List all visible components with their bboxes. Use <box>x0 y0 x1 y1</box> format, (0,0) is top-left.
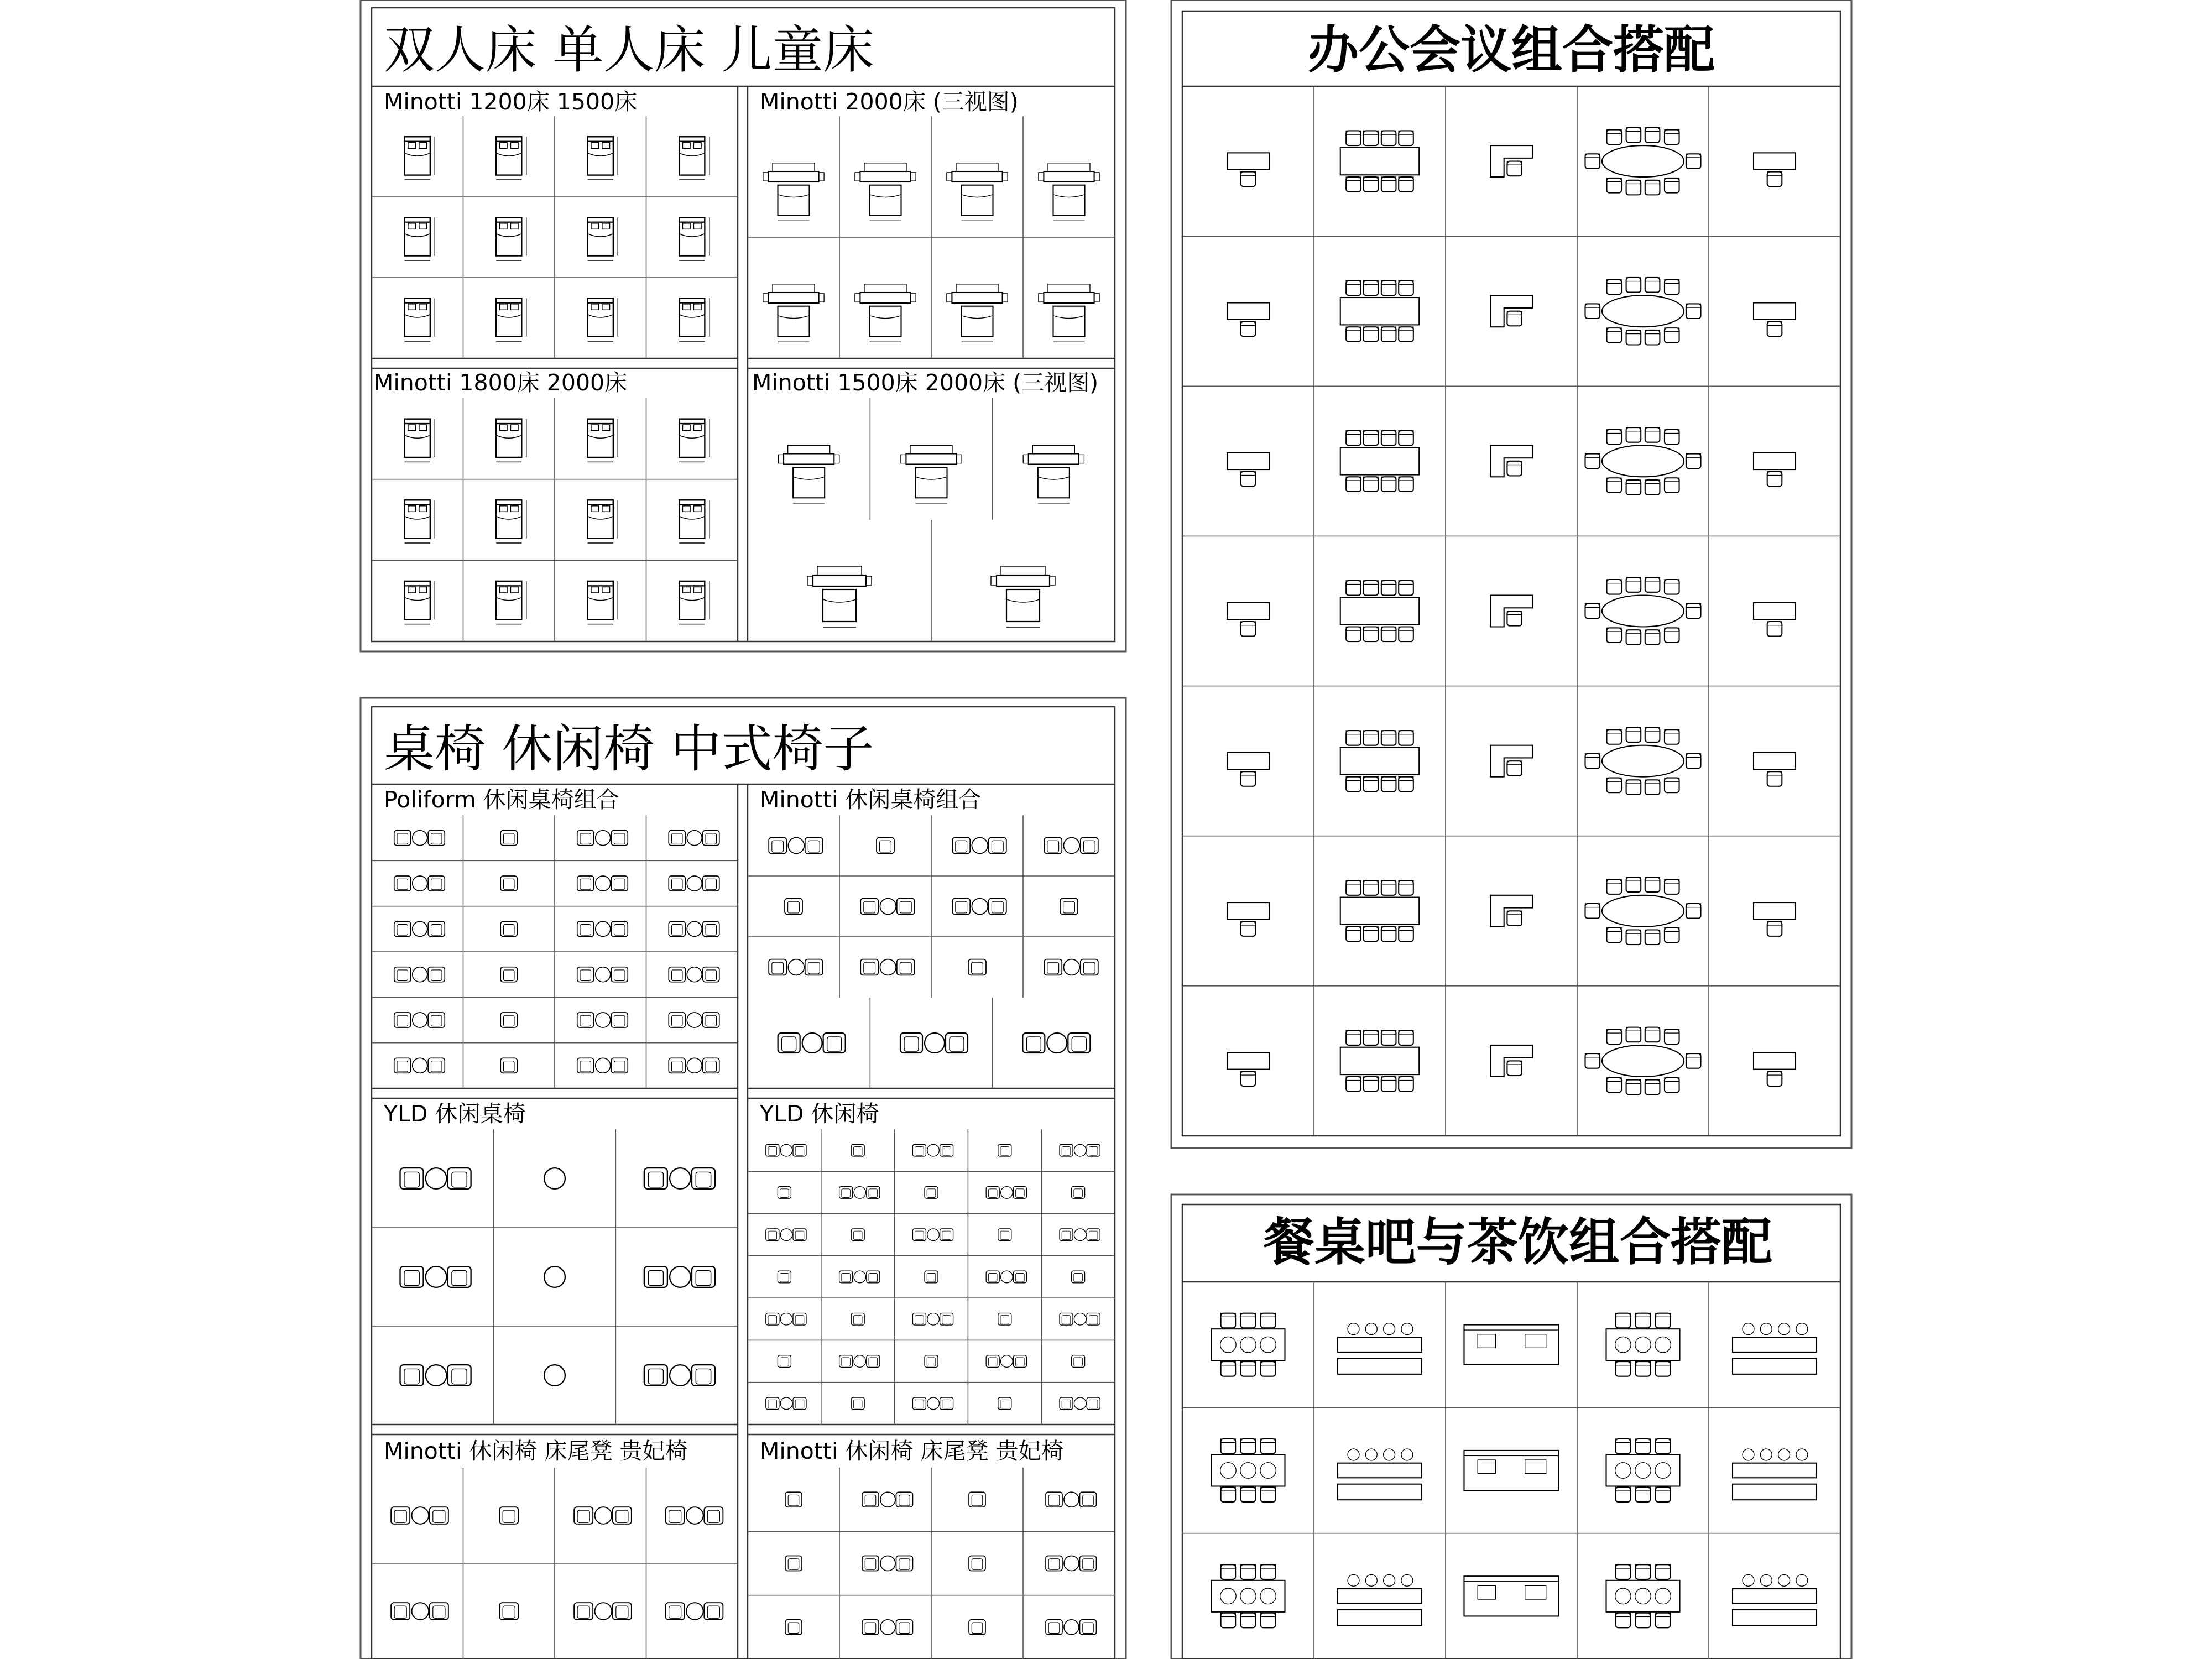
bed-symbol <box>679 419 709 462</box>
island-symbol <box>1464 1325 1559 1365</box>
lounge-symbol <box>862 1556 913 1571</box>
bed-symbol <box>679 581 709 624</box>
beds-panel <box>361 0 1126 651</box>
desk-symbol <box>1754 1052 1796 1086</box>
bed-symbol <box>405 500 435 543</box>
meeting-rect-symbol <box>1340 1030 1420 1091</box>
lounge-symbol <box>666 1507 723 1524</box>
armchair-symbol <box>500 1013 517 1027</box>
lounge-symbol <box>1046 1556 1097 1571</box>
bed-symbol <box>588 298 618 341</box>
desk-symbol <box>1227 303 1269 337</box>
desk-symbol <box>1754 153 1796 186</box>
lounge-symbol <box>860 899 915 915</box>
dining-grid <box>1182 1282 1840 1659</box>
office-grid <box>1182 86 1840 1136</box>
armchair-symbol <box>1072 1271 1085 1283</box>
desk-symbol <box>1227 453 1269 487</box>
beds-panel-title: 双人床 单人床 儿童床 <box>384 20 874 80</box>
lounge-symbol <box>394 831 445 846</box>
chairs-panel <box>361 698 1126 1659</box>
dining-symbol <box>1212 1564 1285 1627</box>
desk-symbol <box>1754 902 1796 936</box>
bed-symbol <box>405 137 435 180</box>
bed-symbol <box>405 581 435 624</box>
lounge-symbol <box>644 1168 715 1189</box>
lounge-symbol <box>669 876 719 891</box>
armchair-symbol <box>500 876 517 891</box>
lounge-symbol <box>1046 1492 1097 1507</box>
lounge-symbol <box>577 876 628 891</box>
chairs-grid-minotti-combo <box>748 815 1115 1088</box>
desk-symbol <box>1754 753 1796 786</box>
armchair-symbol <box>500 831 517 846</box>
armchair-symbol <box>925 1271 938 1283</box>
beds-grid-1200-1500 <box>372 116 738 358</box>
lounge-symbol <box>394 967 445 982</box>
meeting-oval-symbol <box>1585 128 1701 195</box>
armchair-symbol <box>969 1556 985 1571</box>
office-panel <box>1171 0 1851 1148</box>
bed3-symbol <box>855 284 916 342</box>
bar-symbol <box>1338 1574 1422 1625</box>
ldesk-symbol <box>1490 145 1532 177</box>
lounge-symbol <box>1060 1313 1100 1325</box>
chairs-grid-poliform <box>372 815 738 1088</box>
lounge-symbol <box>986 1271 1026 1283</box>
lounge-symbol <box>912 1397 953 1410</box>
armchair-symbol <box>998 1229 1011 1241</box>
ldesk-symbol <box>1490 295 1532 327</box>
ldesk-symbol <box>1490 596 1532 627</box>
lounge-symbol <box>574 1603 632 1620</box>
armchair-symbol <box>998 1313 1011 1325</box>
lounge-symbol <box>391 1603 448 1620</box>
chairs-section-label: YLD 休闲椅 <box>760 1100 879 1127</box>
lounge-symbol <box>952 899 1006 915</box>
beds-grid-1800-2000 <box>372 398 738 641</box>
armchair-symbol <box>778 1187 791 1199</box>
bed-symbol <box>496 500 526 543</box>
armchair-symbol <box>785 899 802 915</box>
ldesk-symbol <box>1490 895 1532 927</box>
meeting-rect-symbol <box>1340 281 1420 342</box>
armchair-symbol <box>778 1271 791 1283</box>
lounge-symbol <box>1022 1033 1090 1053</box>
dining-symbol <box>1212 1313 1285 1376</box>
beds-section-label: Minotti 1200床 1500床 <box>384 88 638 115</box>
dining-symbol <box>1606 1564 1680 1627</box>
chairs-section-label: YLD 休闲桌椅 <box>384 1100 526 1127</box>
armchair-symbol <box>998 1144 1011 1156</box>
armchair-symbol <box>925 1187 938 1199</box>
lounge-symbol <box>394 1058 445 1073</box>
lounge-symbol <box>912 1144 953 1156</box>
chairs-section-label: Minotti 休闲椅 床尾凳 贵妃椅 <box>760 1438 1064 1464</box>
bed-symbol <box>405 298 435 341</box>
meeting-oval-symbol <box>1585 577 1701 645</box>
desk-symbol <box>1754 303 1796 337</box>
lounge-symbol <box>669 1058 719 1073</box>
lounge-symbol <box>394 876 445 891</box>
bed3-symbol <box>779 445 839 503</box>
lounge-symbol <box>577 1013 628 1027</box>
lounge-symbol <box>577 1058 628 1073</box>
lounge-symbol <box>1044 838 1098 854</box>
lounge-symbol <box>766 1144 806 1156</box>
armchair-symbol <box>500 967 517 982</box>
lounge-symbol <box>577 921 628 936</box>
roundtable-symbol <box>544 1168 565 1189</box>
bed3-symbol <box>1023 445 1084 503</box>
lounge-symbol <box>766 1229 806 1241</box>
lounge-symbol <box>666 1603 723 1620</box>
meeting-rect-symbol <box>1340 431 1420 492</box>
armchair-symbol <box>851 1313 864 1325</box>
armchair-symbol <box>785 1492 802 1507</box>
meeting-rect-symbol <box>1340 731 1420 791</box>
roundtable-symbol <box>544 1266 565 1287</box>
lounge-symbol <box>766 1397 806 1410</box>
lounge-symbol <box>574 1507 632 1524</box>
chairs-panel-title: 桌椅 休闲椅 中式椅子 <box>384 719 874 779</box>
chairs-grid-yld-table <box>372 1129 738 1425</box>
armchair-symbol <box>500 1058 517 1073</box>
armchair-symbol <box>851 1229 864 1241</box>
bed-symbol <box>679 298 709 341</box>
office-panel-title: 办公会议组合搭配 <box>1307 20 1715 80</box>
lounge-symbol <box>1060 1397 1100 1410</box>
bed-symbol <box>496 137 526 180</box>
meeting-oval-symbol <box>1585 278 1701 345</box>
armchair-symbol <box>499 1603 518 1620</box>
bed3-symbol <box>855 163 916 221</box>
roundtable-symbol <box>544 1365 565 1386</box>
desk-symbol <box>1227 153 1269 186</box>
chairs-section-label: Minotti 休闲桌椅组合 <box>760 786 982 813</box>
bed3-symbol <box>807 566 872 627</box>
lounge-symbol <box>766 1313 806 1325</box>
desk-symbol <box>1227 1052 1269 1086</box>
lounge-symbol <box>400 1168 471 1189</box>
bed-symbol <box>496 217 526 260</box>
chairs-grid-minotti-bench-left <box>372 1468 738 1659</box>
office-panel-frame <box>1171 0 1851 1148</box>
armchair-symbol <box>499 1507 518 1524</box>
lounge-symbol <box>394 1013 445 1027</box>
lounge-symbol <box>986 1355 1026 1368</box>
bar-symbol <box>1733 1449 1817 1500</box>
bed-symbol <box>588 419 618 462</box>
chairs-section-label: Minotti 休闲椅 床尾凳 贵妃椅 <box>384 1438 688 1464</box>
armchair-symbol <box>877 838 894 854</box>
bed3-symbol <box>901 445 962 503</box>
bed3-symbol <box>1039 163 1099 221</box>
island-symbol <box>1464 1451 1559 1490</box>
bar-symbol <box>1338 1449 1422 1500</box>
chairs-grid-yld-lounge <box>748 1129 1115 1425</box>
lounge-symbol <box>669 831 719 846</box>
lounge-symbol <box>862 1620 913 1635</box>
lounge-symbol <box>839 1187 880 1199</box>
beds-section-label: Minotti 1500床 2000床 (三视图) <box>752 369 1099 396</box>
lounge-symbol <box>952 838 1006 854</box>
lounge-symbol <box>900 1033 968 1053</box>
armchair-symbol <box>851 1144 864 1156</box>
lounge-symbol <box>1046 1620 1097 1635</box>
desk-symbol <box>1227 902 1269 936</box>
lounge-symbol <box>577 967 628 982</box>
meeting-oval-symbol <box>1585 1027 1701 1095</box>
chairs-section-label: Poliform 休闲桌椅组合 <box>384 786 619 813</box>
bed3-symbol <box>947 284 1008 342</box>
armchair-symbol <box>500 921 517 936</box>
lounge-symbol <box>1060 1229 1100 1241</box>
armchair-symbol <box>851 1397 864 1410</box>
lounge-symbol <box>1044 959 1098 975</box>
bed-symbol <box>588 217 618 260</box>
bed-symbol <box>496 298 526 341</box>
ldesk-symbol <box>1490 1045 1532 1077</box>
bar-symbol <box>1733 1323 1817 1374</box>
bed3-symbol <box>1039 284 1099 342</box>
bar-symbol <box>1338 1323 1422 1374</box>
bar-symbol <box>1733 1574 1817 1625</box>
bed3-symbol <box>763 284 824 342</box>
lounge-symbol <box>778 1033 846 1053</box>
ldesk-symbol <box>1490 445 1532 477</box>
desk-symbol <box>1227 603 1269 637</box>
armchair-symbol <box>968 959 986 975</box>
beds-grid-2000-three-view <box>748 116 1115 358</box>
bed-symbol <box>679 217 709 260</box>
chairs-panel-frame <box>361 698 1126 1659</box>
beds-section-label: Minotti 2000床 (三视图) <box>760 88 1019 115</box>
bed-symbol <box>496 581 526 624</box>
armchair-symbol <box>998 1397 1011 1410</box>
lounge-symbol <box>400 1365 471 1386</box>
lounge-symbol <box>391 1507 448 1524</box>
meeting-rect-symbol <box>1340 131 1420 191</box>
bed-symbol <box>588 500 618 543</box>
bed-symbol <box>405 419 435 462</box>
lounge-symbol <box>912 1313 953 1325</box>
meeting-oval-symbol <box>1585 427 1701 495</box>
lounge-symbol <box>912 1229 953 1241</box>
dining-panel-title: 餐桌吧与茶饮组合搭配 <box>1263 1213 1773 1272</box>
bed-symbol <box>679 137 709 180</box>
bed-symbol <box>588 137 618 180</box>
lounge-symbol <box>394 921 445 936</box>
armchair-symbol <box>778 1355 791 1368</box>
lounge-symbol <box>644 1266 715 1287</box>
dining-symbol <box>1606 1439 1680 1502</box>
lounge-symbol <box>860 959 915 975</box>
dining-panel <box>1171 1194 1851 1659</box>
bed3-symbol <box>763 163 824 221</box>
armchair-symbol <box>1072 1187 1085 1199</box>
lounge-symbol <box>769 838 823 854</box>
armchair-symbol <box>1072 1355 1085 1368</box>
lounge-symbol <box>400 1266 471 1287</box>
armchair-symbol <box>969 1620 985 1635</box>
desk-symbol <box>1754 453 1796 487</box>
lounge-symbol <box>839 1355 880 1368</box>
meeting-rect-symbol <box>1340 581 1420 641</box>
bed-symbol <box>679 500 709 543</box>
armchair-symbol <box>785 1620 802 1635</box>
ldesk-symbol <box>1490 745 1532 777</box>
lounge-symbol <box>862 1492 913 1507</box>
chairs-grid-minotti-bench-right <box>748 1468 1115 1659</box>
lounge-symbol <box>669 967 719 982</box>
lounge-symbol <box>769 959 823 975</box>
bed-symbol <box>405 217 435 260</box>
dining-symbol <box>1606 1313 1680 1376</box>
desk-symbol <box>1227 753 1269 786</box>
armchair-symbol <box>969 1492 985 1507</box>
meeting-oval-symbol <box>1585 727 1701 795</box>
beds-section-label: Minotti 1800床 2000床 <box>374 369 628 396</box>
bed3-symbol <box>991 566 1055 627</box>
meeting-rect-symbol <box>1340 880 1420 941</box>
lounge-symbol <box>577 831 628 846</box>
armchair-symbol <box>785 1556 802 1571</box>
armchair-symbol <box>1060 899 1078 915</box>
lounge-symbol <box>669 1013 719 1027</box>
lounge-symbol <box>644 1365 715 1386</box>
lounge-symbol <box>839 1271 880 1283</box>
armchair-symbol <box>925 1355 938 1368</box>
island-symbol <box>1464 1576 1559 1616</box>
meeting-oval-symbol <box>1585 877 1701 945</box>
lounge-symbol <box>986 1187 1026 1199</box>
bed-symbol <box>496 419 526 462</box>
lounge-symbol <box>1060 1144 1100 1156</box>
beds-grid-1500-2000-three-view <box>779 398 1084 641</box>
desk-symbol <box>1754 603 1796 637</box>
lounge-symbol <box>669 921 719 936</box>
dining-symbol <box>1212 1439 1285 1502</box>
bed-symbol <box>588 581 618 624</box>
bed3-symbol <box>947 163 1008 221</box>
